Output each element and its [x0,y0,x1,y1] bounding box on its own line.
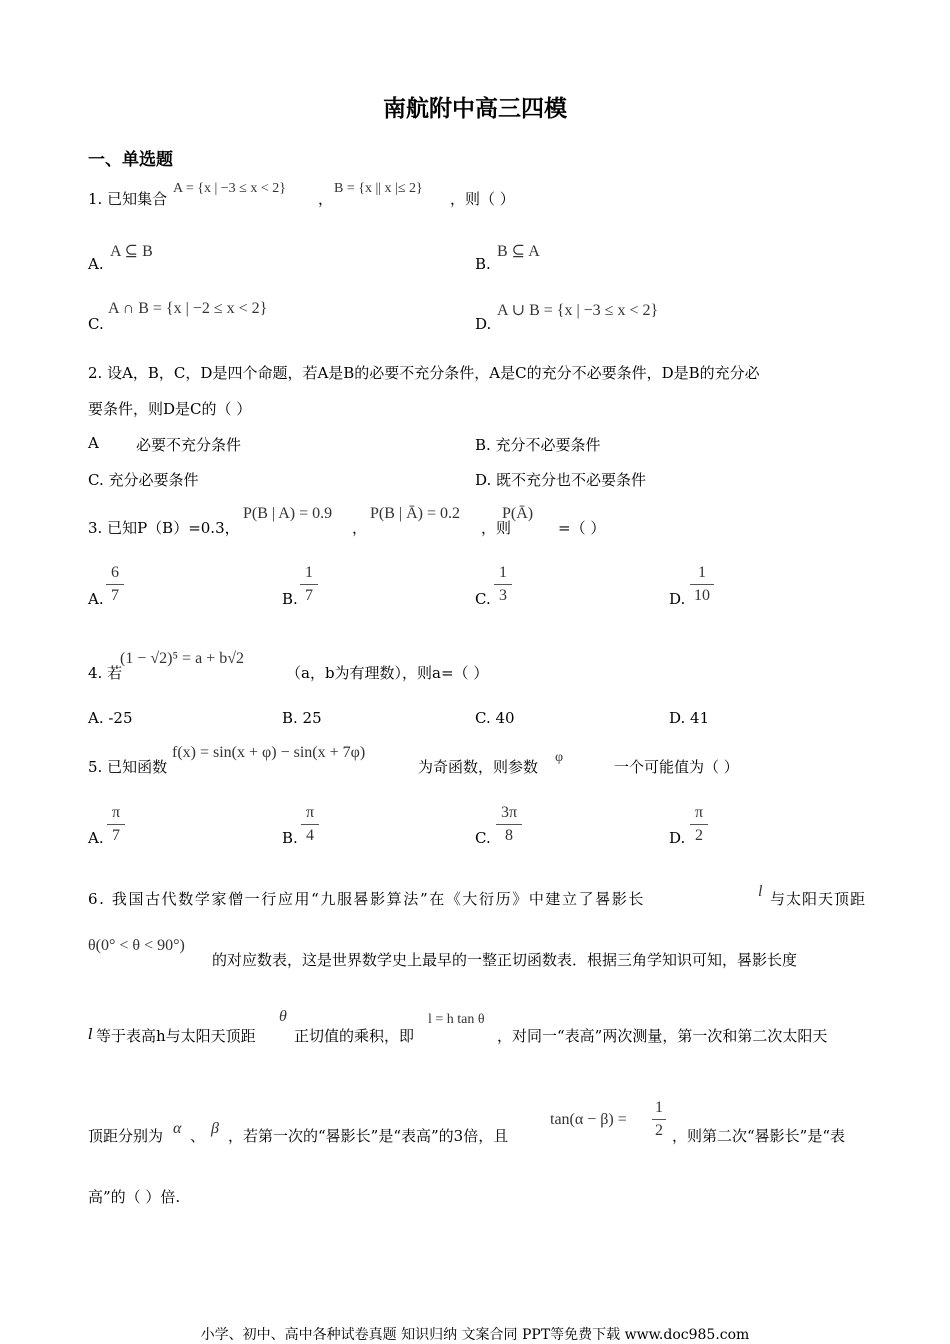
q6-theta-range: θ(0° < θ < 90°) [88,937,185,954]
q1-option-b-label: B. [475,255,491,273]
q6-line-2: 的对应数表，这是世界数学史上最早的一整正切函数表．根据三角学知识可知，晷影长度 [212,951,798,969]
q6-line-3-b: 正切值的乘积，即 [294,1027,415,1045]
q2-line-2: 要条件，则D是C的（ ） [88,400,252,418]
q3-option-b-label: B. [282,590,298,608]
q5-option-b-denominator: 4 [306,827,314,844]
q1-stem-end: ，则（ ） [450,190,515,208]
q5-option-d-fraction [690,803,708,846]
q1-set-b: B = {x || x |≤ 2} [334,181,423,196]
q1-option-d: A ∪ B = {x | −3 ≤ x < 2} [497,302,659,319]
fraction-bar [300,584,318,585]
q4-stem: 4. 若 [88,664,123,682]
page-title: 南航附中高三四模 [383,95,567,122]
q6-line-5: 高”的（ ）倍. [88,1188,181,1206]
q5-option-c-label: C. [475,829,491,847]
q5-option-a-label: A. [88,829,104,847]
q3-prob-b-given-a: P(B | A) = 0.9 [243,505,333,522]
fraction-bar [690,584,714,585]
q1-comma: ， [318,190,334,208]
fraction-bar [690,824,708,825]
q1-option-a: A ⊆ B [110,243,153,260]
q3-option-c-label: C. [475,590,491,608]
q1-option-b: B ⊆ A [497,243,540,260]
q2-option-d: D. 既不充分也不必要条件 [475,471,647,489]
q5-option-c-fraction [496,803,522,846]
q2-line-1: 2. 设A，B，C，D是四个命题，若A是B的必要不充分条件，A是C的充分不必要条件，D是B的充分必 [88,364,760,382]
q1-option-c: A ∩ B = {x | −2 ≤ x < 2} [108,300,268,317]
q6-half-fraction [652,1098,666,1141]
q5-phi: φ [555,750,564,765]
q3-option-d-numerator: 1 [698,564,706,581]
q6-l-symbol-2: l [88,1025,93,1043]
fraction-bar [106,584,124,585]
q6-line-4-c: ，则第二次“晷影长”是“表 [672,1127,846,1145]
q3-stem-end: =（ ） [558,519,606,537]
q6-line-3-c: ，对同一“表高”两次测量，第一次和第二次太阳天 [497,1027,828,1045]
page-footer: 小学、初中、高中各种试卷真题 知识归纳 文案合同 PPT等免费下载 www.doc985.com [200,1327,750,1343]
q3-option-d-label: D. [669,590,686,608]
q3-option-c-fraction [494,563,512,606]
q5-option-c-denominator: 8 [505,827,513,844]
q6-beta: β [211,1120,219,1137]
q5-option-a-fraction [107,803,125,846]
q6-tan-expression: tan(α − β) = [550,1111,627,1128]
q2-option-a-label: A [88,434,99,452]
q2-option-c: C. 充分必要条件 [88,471,199,489]
q3-option-d-denominator: 10 [694,587,710,604]
fraction-bar [301,824,319,825]
q5-option-b-label: B. [282,829,298,847]
q5-stem-end: 一个可能值为（ ） [614,758,739,776]
q3-option-a-fraction [106,563,124,606]
q4-stem-end: （a，b为有理数），则a=（ ） [286,664,489,682]
q3-comma-1: ， [352,519,368,537]
q6-formula: l = h tan θ [428,1012,485,1027]
fraction-bar [494,584,512,585]
q4-option-d: D. 41 [669,709,710,727]
q6-l-symbol: l [758,883,763,900]
q5-stem: 5. 已知函数 [88,758,168,776]
q6-line-1-end: 与太阳天顶距 [770,890,867,908]
q5-option-b-numerator: π [305,804,315,821]
q5-option-a-numerator: π [111,804,121,821]
q3-option-c-numerator: 1 [499,564,507,581]
q3-option-b-fraction [300,563,318,606]
q2-option-b: B. 充分不必要条件 [475,436,601,454]
q1-stem: 1. 已知集合 [88,190,168,208]
q3-option-a-label: A. [88,590,104,608]
q4-option-a: A. -25 [88,709,133,727]
q3-option-b-numerator: 1 [305,564,313,581]
q3-option-c-denominator: 3 [499,587,507,604]
q6-line-4-a: 顶距分别为 [88,1127,164,1145]
q3-prob-b-given-not-a: P(B | Ā) = 0.2 [370,505,461,522]
q1-option-d-label: D. [475,315,492,333]
fraction-bar [107,824,125,825]
q6-alpha: α [173,1120,182,1137]
q5-option-c-numerator: 3π [500,804,518,821]
q6-theta: θ [279,1008,287,1025]
q6-half-denominator: 2 [655,1122,663,1139]
q5-function: f(x) = sin(x + φ) − sin(x + 7φ) [172,744,366,761]
fraction-bar [652,1119,666,1120]
section-heading: 一、单选题 [88,150,173,170]
q3-comma-2: ，则 [481,519,512,537]
q3-option-a-numerator: 6 [111,564,119,581]
q6-line-4-b: ，若第一次的“晷影长”是“表高”的3倍，且 [228,1127,509,1145]
fraction-bar [496,824,522,825]
q5-option-b-fraction [301,803,319,846]
q4-expression: (1 − √2)⁵ = a + b√2 [120,650,244,667]
q2-option-a: 必要不充分条件 [136,436,242,454]
q3-stem: 3. 已知P（B）=0.3， [88,519,240,537]
q5-option-a-denominator: 7 [112,827,120,844]
q3-option-d-fraction [690,563,714,606]
q3-option-a-denominator: 7 [111,587,119,604]
q1-option-a-label: A. [88,255,104,273]
q5-option-d-numerator: π [694,804,704,821]
q5-option-d-denominator: 2 [695,827,703,844]
q1-set-a: A = {x | −3 ≤ x < 2} [173,181,286,196]
q6-line-1: 6. 我国古代数学家僧一行应用“九服晷影算法”在《大衍历》中建立了晷影长 [88,890,646,908]
q1-option-c-label: C. [88,315,104,333]
q6-line-3-a: 等于表高h与太阳天顶距 [96,1027,256,1045]
q6-separator: 、 [190,1127,206,1145]
q4-option-c: C. 40 [475,709,515,727]
q3-option-b-denominator: 7 [305,587,313,604]
q5-stem-mid: 为奇函数，则参数 [418,758,539,776]
q5-option-d-label: D. [669,829,686,847]
q3-prob-not-a: P(Ā) [502,505,534,522]
q4-option-b: B. 25 [282,709,322,727]
q6-half-numerator: 1 [655,1099,663,1116]
